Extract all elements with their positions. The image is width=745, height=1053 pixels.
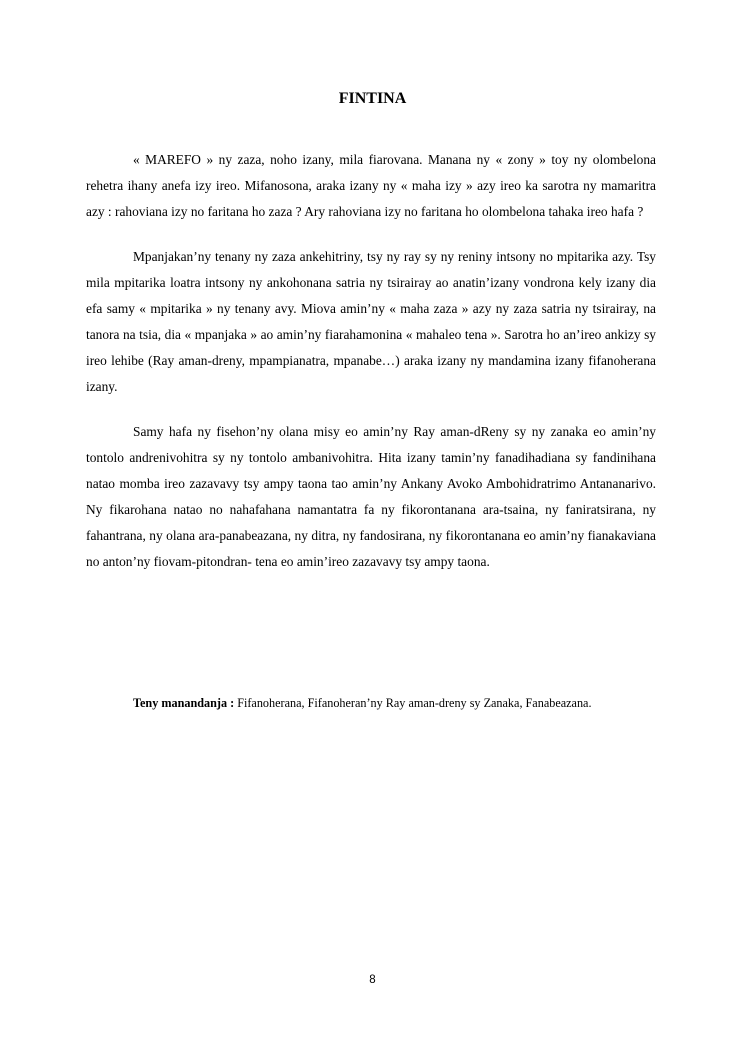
paragraph-2: Mpanjakan’ny tenany ny zaza ankehitriny, tsy ny ray sy ny reniny intsony no mpitarika azy. Tsy mila mpitarika loatra intsony ny ankohonana satria ny tsirairay ao anatin’izany vondrona kely izany dia efa samy « mpitarika » ny tenany avy. Miova amin’ny « maha zaza » azy ny zaza satria ny tsirairay, na tanora na tsia, dia « mpanjaka » ao amin’ny fiarahamonina « mahaleo tena ». Sarotra ho an’ireo ankizy sy ireo lehibe (Ray aman-dreny, mpampianatra, mpanabe…) araka izany ny mandamina izany fifanoherana izany. — [86, 249, 656, 394]
page-title: FINTINA — [338, 90, 407, 107]
paragraph-1: « MAREFO » ny zaza, noho izany, mila fiarovana. Manana ny « zony » toy ny olombelona rehetra ihany anefa izy ireo. Mifanosona, araka izany ny « maha izy » azy ireo ka sarotra ny mamaritra azy : rahoviana izy no faritana ho zaza ? Ary rahoviana izy no faritana ho olombelona tahaka ireo hafa ? — [86, 152, 656, 219]
abstract-body — [86, 147, 656, 575]
keywords-line — [133, 694, 693, 712]
paragraph-3: Samy hafa ny fisehon’ny olana misy eo amin’ny Ray aman-dReny sy ny zanaka eo amin’ny tontolo andrenivohitra sy ny tontolo ambanivohitra. Hita izany tamin’ny fanadihadiana sy fandinihana natao momba ireo zazavavy tsy ampy taona tao amin’ny Ankany Avoko Ambohidratrimo Antananarivo. Ny fikarohana natao no nahafahana namantatra fa ny fikorontanana ara-tsaina, ny faniratsirana, ny fahantrana, ny olana ara-panabeazana, ny ditra, ny fandosirana, ny fikorontanana eo amin’ny fianakaviana no anton’ny fiovam-pitondran- tena eo amin’ireo zazavavy tsy ampy taona. — [86, 424, 656, 569]
page-number: 8 — [369, 974, 376, 986]
keywords-value: Fifanoherana, Fifanoheran’ny Ray aman-dreny sy Zanaka, Fanabeazana. — [234, 696, 592, 710]
keywords-label: Teny manandanja : — [133, 696, 235, 710]
